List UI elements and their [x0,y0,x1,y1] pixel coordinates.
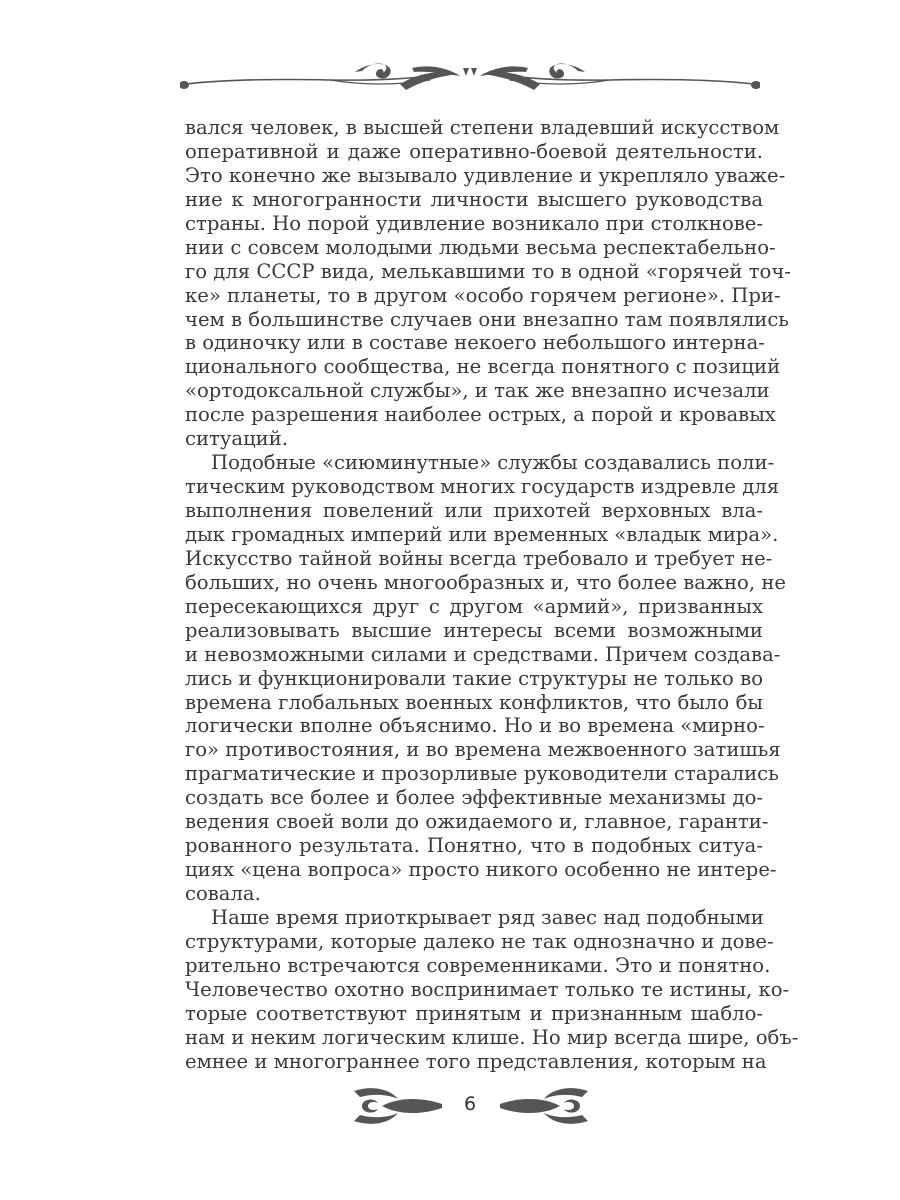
footer-ornament-right [498,1083,590,1129]
text-line: больших, но очень многообразных и, что более важно, не [185,570,786,594]
text-line: вался человек, в высшей степени владевший искусством [185,116,780,139]
text-line: после разрешения наиболее острых, а порой и кровавых [185,403,776,427]
text-line: нии с совсем молодыми людьми весьма респектабельно- [185,235,776,259]
text-line: рительно встречаются современниками. Это и понятно. [185,953,771,977]
text-line: торые соответствуют принятым и признанным шабло- [185,1001,763,1025]
text-line: Это конечно же вызывало удивление и укрепляло уваже- [185,163,786,187]
page-number: 6 [463,1093,477,1115]
text-line: страны. Но порой удивление возникало при столкнове- [185,211,763,235]
text-line: выполнения повелений или прихотей верховных вла- [185,499,763,522]
text-line: пересекающихся друг с другом «армий», призванных [185,594,763,618]
text-line: дык громадных империй или временных «владык мира». [185,522,779,546]
paragraph [185,451,786,906]
text-line: логически вполне объяснимо. Но и во времена «мирно- [185,714,765,738]
text-line: Наше время приоткрывает ряд завес над подобными [211,905,764,929]
text-line: создать все более и более эффективные механизмы до- [185,786,763,810]
paragraph [185,116,791,451]
text-line: оперативной и даже оперативно-боевой деятельности. [185,139,763,163]
text-line: совала. [185,882,261,905]
text-line: Человечество охотно воспринимает только те истины, ко- [185,977,790,1001]
text-line: времена глобальных военных конфликтов, что было бы [185,690,763,714]
header-ornament [180,58,760,98]
text-line: прагматические и прозорливые руководители старались [185,762,779,786]
body-text [185,116,799,1074]
text-line: реализовывать высшие интересы всеми возможными [185,618,763,642]
paragraph [185,905,799,1074]
text-line: рованного результата. Понятно, что в подобных ситуа- [185,834,763,858]
text-line: Искусство тайной войны всегда требовало и требует не- [185,546,773,570]
text-line: ционального сообщества, не всегда понятного с позиций [185,355,781,379]
text-line: ситуаций. [185,427,289,451]
text-line: го для СССР вида, мелькавшими то в одной «горячей точ- [185,259,791,283]
text-line: Подобные «сиюминутные» службы создавались поли- [211,451,775,475]
text-line: емнее и многограннее того представления, которым на [185,1049,767,1073]
text-line: и невозможными силами и средствами. Причем создава- [185,642,781,666]
text-line: ведения своей воли до ожидаемого и, главное, гаранти- [185,810,769,834]
text-line: циях «цена вопроса» просто никого особенно не интере- [185,858,777,882]
text-line: го» противостояния, и во времена межвоенного затишья [185,738,781,762]
text-line: тическим руководством многих государств издревле для [185,475,780,499]
text-line: ние к многогранности личности высшего руководства [185,187,763,211]
text-line: ке» планеты, то в другом «особо горячем регионе». При- [185,283,781,307]
text-line: в одиночку или в составе некоего небольшого интерна- [185,331,765,355]
page-footer [0,1075,900,1135]
text-line: чем в большинстве случаев они внезапно там появлялись [185,307,789,331]
footer-ornament-left [352,1083,444,1129]
text-line: «ортодоксальной службы», и так же внезапно исчезали [185,379,770,403]
text-line: лись и функционировали такие структуры не только во [185,666,763,690]
text-line: нам и неким логическим клише. Но мир всегда шире, объ- [185,1025,799,1049]
text-line: структурами, которые далеко не так однозначно и дове- [185,929,774,953]
